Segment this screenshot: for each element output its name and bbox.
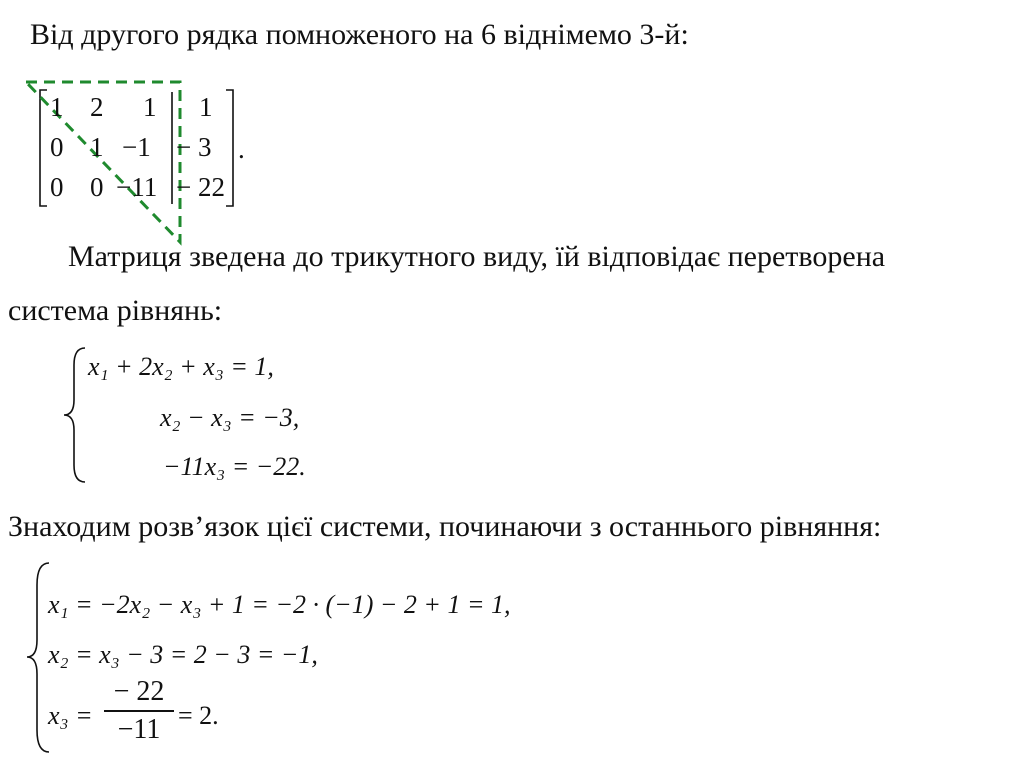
system-1-eq-1: x₁ + 2x₂ + x₃ = 1,: [88, 352, 274, 381]
fraction-numerator: − 22: [113, 676, 165, 707]
heading-text: Від другого рядка помноженого на 6 віднімемо 3-й:: [30, 18, 689, 51]
system-2-eq-3-rhs: = 2.: [178, 701, 219, 730]
system-1-eq-3: −11x₃ = −22.: [163, 452, 306, 481]
matrix-left-bracket: [40, 90, 47, 206]
matrix-cell: 1: [199, 92, 213, 122]
system-2-eq-2: x₂ = x₃ − 3 = 2 − 3 = −1,: [48, 640, 318, 669]
matrix-cell: −1: [122, 132, 151, 162]
paragraph-1-line-2: система рівнянь:: [8, 294, 223, 327]
system-2-fraction: [104, 676, 174, 746]
matrix-cell: − 3: [176, 132, 212, 162]
system-1-eq-2: x₂ − x₃ = −3,: [160, 403, 300, 432]
matrix-cell: 1: [143, 92, 157, 122]
system-2-eq-1: x₁ = −2x₂ − x₃ + 1 = −2 · (−1) − 2 + 1 = 1,: [48, 590, 511, 619]
fraction-denominator: −11: [117, 714, 161, 745]
matrix-cell: 0: [50, 132, 64, 162]
matrix-cell: − 22: [176, 172, 225, 202]
matrix-cell: 0: [90, 172, 104, 202]
matrix-cell: −11: [116, 172, 158, 202]
matrix-cell: 0: [50, 172, 64, 202]
matrix-cell: 1: [90, 132, 104, 162]
paragraph-1-line-1: Матриця зведена до трикутного виду, їй відповідає перетворена: [68, 240, 886, 273]
matrix-cell: 2: [90, 92, 104, 122]
matrix-cell: 1: [50, 92, 64, 122]
paragraph-2: Знаходим розв’язок цієї системи, починаючи з останнього рівняння:: [8, 510, 882, 543]
system-1-brace: [60, 345, 90, 485]
fraction-bar: [104, 710, 174, 712]
system-2-eq-3-lhs: x₃ =: [48, 701, 93, 730]
matrix-trailing-period: .: [238, 134, 245, 164]
matrix-right-bracket: [226, 90, 233, 206]
